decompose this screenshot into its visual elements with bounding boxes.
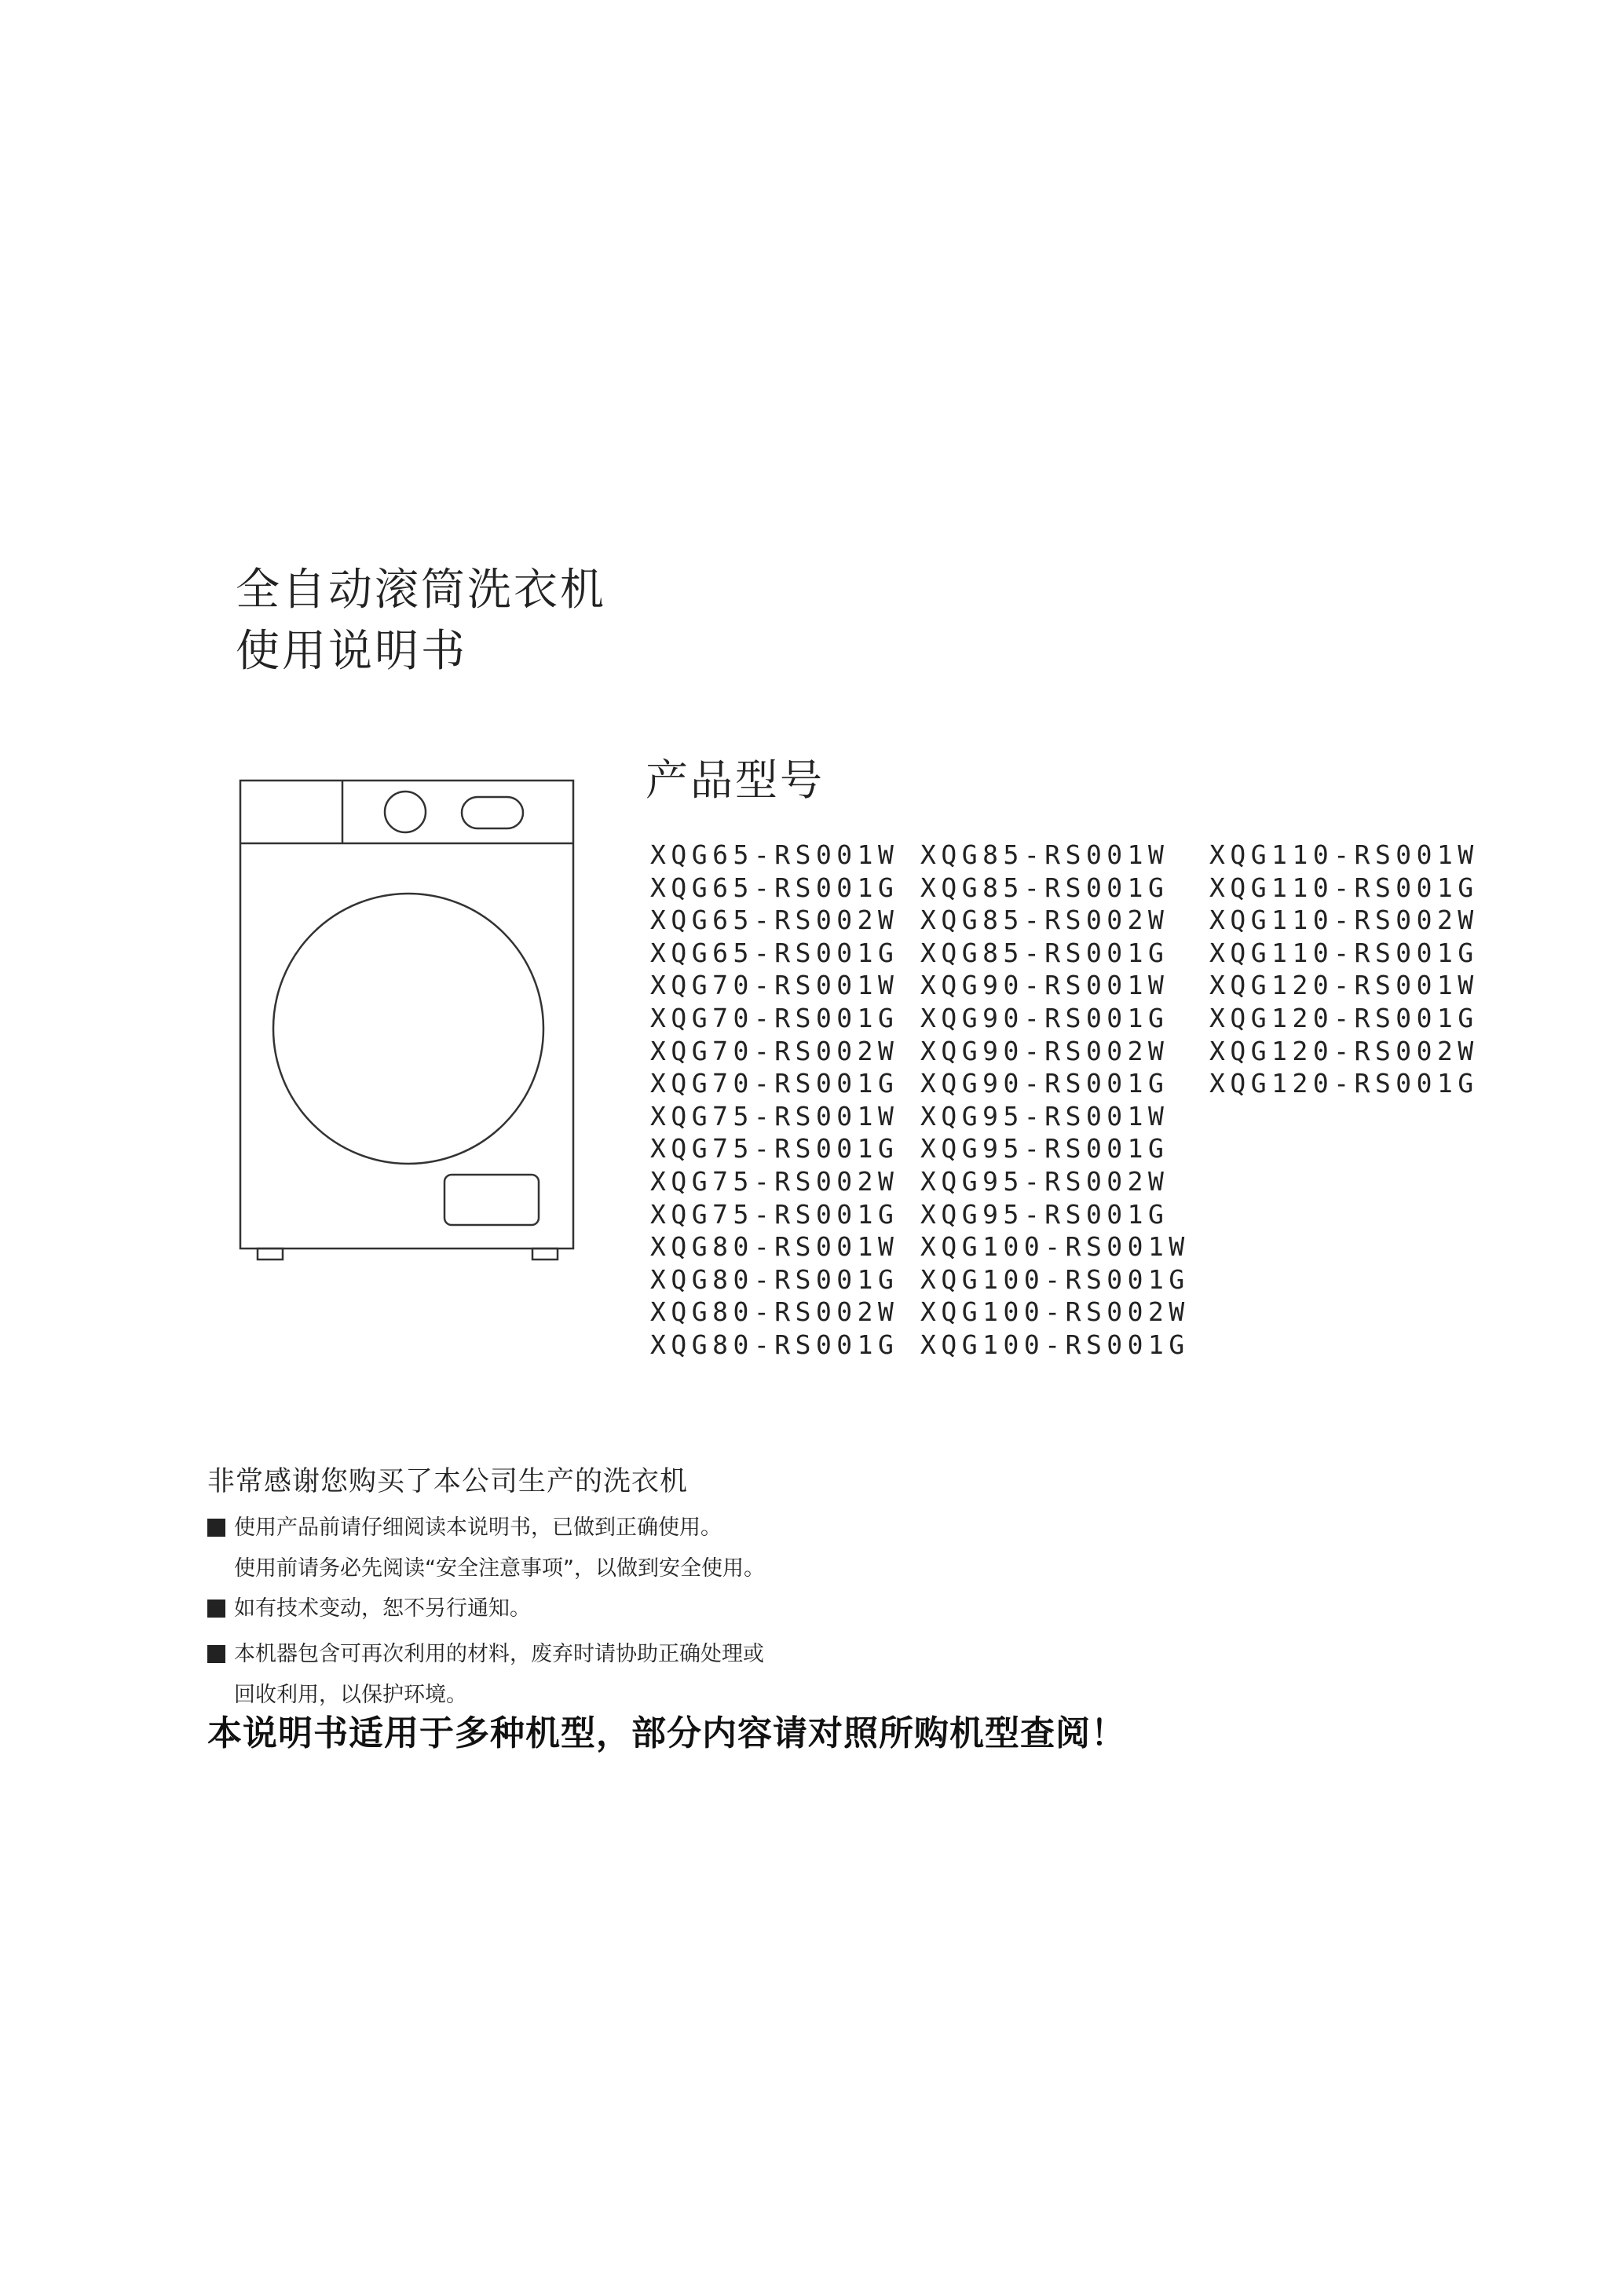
notice-recycling xyxy=(207,1634,764,1716)
model-number: XQG75-RS001G xyxy=(650,1133,899,1164)
model-number: XQG100-RS001G xyxy=(920,1329,1190,1360)
applicability-statement: 本说明书适用于多种机型，部分内容请对照所购机型查阅！ xyxy=(207,1713,1126,1753)
washer-program-knob xyxy=(385,792,426,832)
model-number: XQG120-RS002W xyxy=(1209,1035,1479,1066)
model-heading: 产品型号 xyxy=(646,755,825,805)
model-number: XQG80-RS001G xyxy=(650,1263,899,1295)
model-number: XQG110-RS001G xyxy=(1209,937,1479,968)
square-bullet-icon xyxy=(207,1600,225,1618)
model-number: XQG65-RS001G xyxy=(650,937,899,968)
model-number: XQG90-RS001G xyxy=(920,1002,1169,1033)
model-number: XQG85-RS001W xyxy=(920,839,1169,870)
model-number: XQG95-RS001W xyxy=(920,1100,1169,1132)
washer-filter-cover xyxy=(444,1175,539,1225)
model-number: XQG75-RS002W xyxy=(650,1165,899,1197)
model-number: XQG90-RS001G xyxy=(920,1068,1169,1099)
notice-line: 本机器包含可再次利用的材料，废弃时请协助正确处理或 xyxy=(234,1642,764,1666)
model-number: XQG85-RS001G xyxy=(920,872,1169,903)
model-number: XQG65-RS001G xyxy=(650,872,899,903)
model-number: XQG80-RS001W xyxy=(650,1231,899,1263)
document-title: 全自动滚筒洗衣机 xyxy=(236,565,606,616)
model-number: XQG120-RS001G xyxy=(1209,1002,1479,1033)
model-number: XQG95-RS001G xyxy=(920,1198,1169,1230)
model-number: XQG100-RS001W xyxy=(920,1231,1190,1263)
washer-body xyxy=(240,781,573,1249)
washer-door xyxy=(273,894,543,1164)
model-number: XQG80-RS001G xyxy=(650,1329,899,1360)
model-number: XQG95-RS002W xyxy=(920,1165,1169,1197)
document-subtitle: 使用说明书 xyxy=(236,626,467,677)
thanks-text: 非常感谢您购买了本公司生产的洗衣机 xyxy=(207,1466,689,1497)
notice-line: 回收利用，以保护环境。 xyxy=(234,1683,467,1707)
washer-foot-left xyxy=(258,1249,283,1260)
notice-line: 如有技术变动，恕不另行通知。 xyxy=(234,1596,531,1621)
model-number: XQG65-RS002W xyxy=(650,905,899,936)
square-bullet-icon xyxy=(207,1519,225,1537)
square-bullet-icon xyxy=(207,1645,225,1663)
model-list-column-1 xyxy=(650,839,898,1362)
model-number: XQG110-RS001W xyxy=(1209,839,1479,870)
model-number: XQG85-RS001G xyxy=(920,937,1169,968)
model-number: XQG75-RS001W xyxy=(650,1100,899,1132)
washing-machine-illustration xyxy=(234,777,580,1264)
model-number: XQG100-RS002W xyxy=(920,1296,1190,1328)
model-list-column-2 xyxy=(920,839,1190,1362)
model-number: XQG90-RS001W xyxy=(920,970,1169,1001)
model-number: XQG70-RS001W xyxy=(650,970,899,1001)
notice-line: 使用前请务必先阅读“安全注意事项”，以做到安全使用。 xyxy=(234,1556,765,1581)
model-number: XQG100-RS001G xyxy=(920,1263,1190,1295)
model-number: XQG85-RS002W xyxy=(920,905,1169,936)
model-number: XQG80-RS002W xyxy=(650,1296,899,1328)
model-number: XQG120-RS001W xyxy=(1209,970,1479,1001)
model-number: XQG70-RS001G xyxy=(650,1068,899,1099)
model-number: XQG110-RS001G xyxy=(1209,872,1479,903)
model-number: XQG70-RS001G xyxy=(650,1002,899,1033)
model-list-column-3 xyxy=(1209,839,1479,1100)
notice-line: 使用产品前请仔细阅读本说明书，已做到正确使用。 xyxy=(234,1515,722,1540)
washer-foot-right xyxy=(532,1249,558,1260)
model-number: XQG90-RS002W xyxy=(920,1035,1169,1066)
model-number: XQG95-RS001G xyxy=(920,1133,1169,1164)
notice-tech-changes xyxy=(207,1589,531,1629)
model-number: XQG110-RS002W xyxy=(1209,905,1479,936)
model-number: XQG75-RS001G xyxy=(650,1198,899,1230)
washer-display xyxy=(462,797,523,828)
notice-read-manual xyxy=(207,1508,765,1589)
model-number: XQG120-RS001G xyxy=(1209,1068,1479,1099)
model-number: XQG70-RS002W xyxy=(650,1035,899,1066)
model-number: XQG65-RS001W xyxy=(650,839,899,870)
